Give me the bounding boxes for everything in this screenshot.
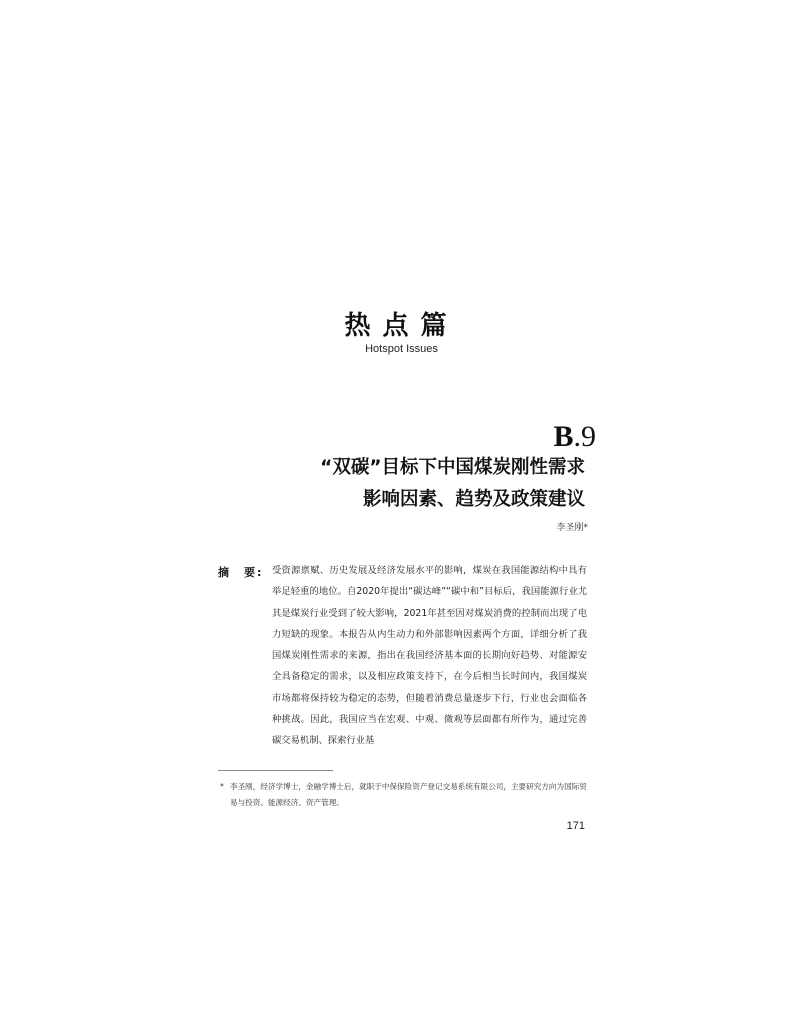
article-title bbox=[320, 452, 585, 516]
page-number: 171 bbox=[566, 820, 585, 832]
author: 李圣刚* bbox=[556, 523, 588, 533]
abstract-label: 摘 要: bbox=[218, 566, 264, 579]
footnote bbox=[220, 779, 590, 811]
report-code-number: .9 bbox=[573, 420, 596, 453]
article-title-line-2: 影响因素、趋势及政策建议 bbox=[362, 489, 585, 510]
article-title-line-1: “双碳”目标下中国煤炭刚性需求 bbox=[320, 457, 585, 478]
report-code-letter: B bbox=[553, 420, 574, 453]
footnote-marker: * bbox=[220, 782, 224, 791]
abstract-body: 受资源禀赋、历史发展及经济发展水平的影响，煤炭在我国能源结构中具有举足轻重的地位。自2020年提出“碳达峰”“碳中和”目标后，我国能源行业尤其是煤炭行业受到了较大影响，2021年甚至因对煤炭消费的控制而出现了电力短缺的现象。本报告从内生动力和外部影响因素两个方面，详细分析了我国煤炭刚性需求的来源，指出在我国经济基本面的长期向好趋势、对能源安全具备稳定的需求，以及相应政策支持下，在今后相当长时间内，我国煤炭市场都将保持较为稳定的态势，但随着消费总量逐步下行，行业也会面临各种挑战。因此，我国应当在宏观、中观、微观等层面都有所作为，通过完善碳交易机制、探索行业基 bbox=[272, 565, 587, 747]
report-code bbox=[553, 420, 596, 454]
section-subtitle: Hotspot Issues bbox=[365, 343, 438, 355]
footnote-text: 李圣刚，经济学博士，金融学博士后，就职于中保保险资产登记交易系统有限公司，主要研究方向为国际贸易与投资、能源经济、资产管理。 bbox=[230, 782, 587, 807]
footnote-divider bbox=[218, 770, 333, 771]
section-title: 热点篇 bbox=[344, 311, 459, 341]
